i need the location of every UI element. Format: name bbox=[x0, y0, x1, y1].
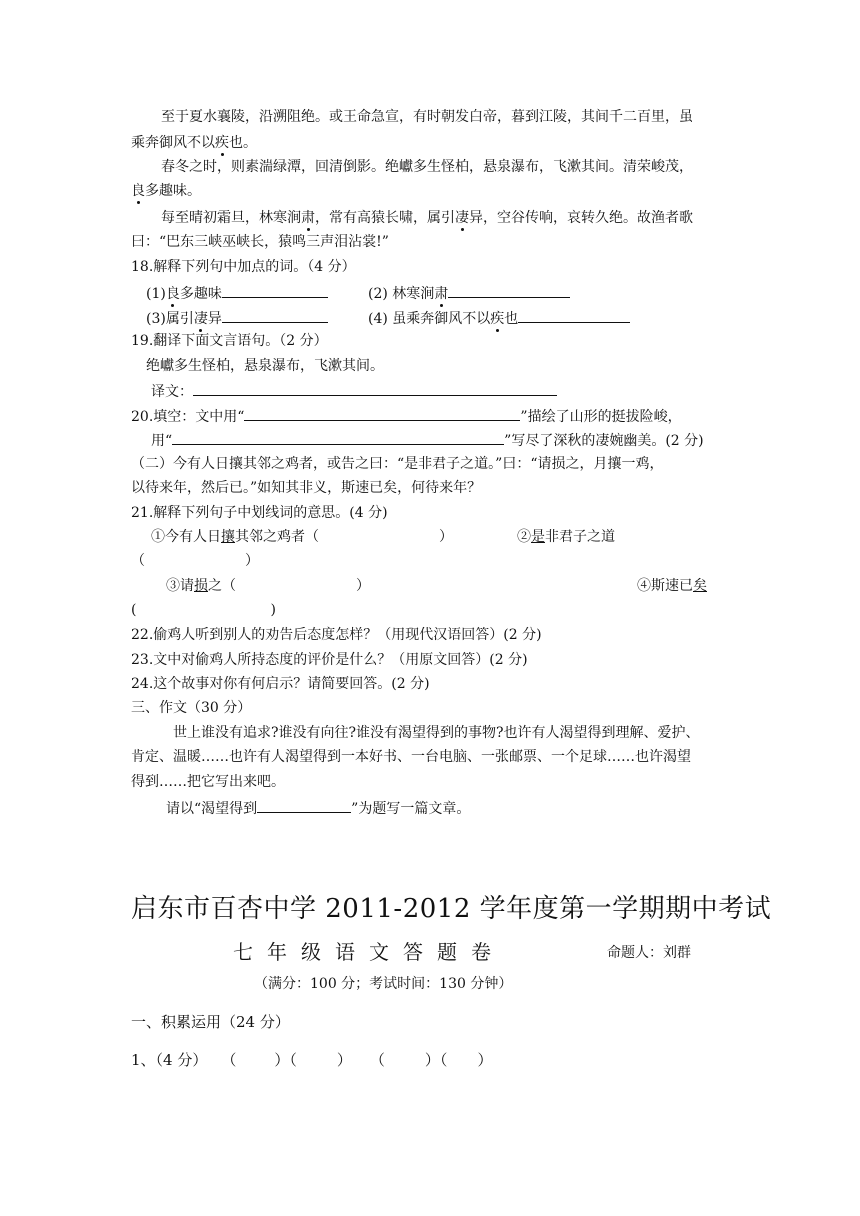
q21-stem: 21.解释下列句子中划线词的意思。(4 分) bbox=[131, 505, 388, 521]
answer-blank[interactable] bbox=[222, 308, 328, 323]
answer-blank[interactable] bbox=[193, 381, 557, 396]
answer-blank[interactable] bbox=[222, 283, 328, 298]
q21-item4: ④斯速已矣 bbox=[637, 578, 707, 594]
q21-item2-answer: （ ） bbox=[131, 553, 259, 569]
answer-sheet-author: 命题人：刘群 bbox=[607, 945, 691, 961]
q19-sentence: 绝巘多生怪柏，悬泉瀑布，飞漱其间。 bbox=[146, 358, 384, 374]
q19-answer-line: 译文： bbox=[151, 381, 557, 401]
dotted-char: 疾 bbox=[215, 135, 229, 151]
q20-line2: 用“ ”写尽了深秋的凄婉幽美。(2 分) bbox=[151, 430, 704, 450]
q19-stem: 19.翻译下面文言语句。（2 分） bbox=[131, 333, 328, 349]
answer-blank[interactable] bbox=[448, 283, 570, 298]
q21-item4-answer: ( ) bbox=[131, 602, 276, 618]
passage-p1-line1: 至于夏水襄陵，沿溯阻绝。或王命急宣，有时朝发白帝，暮到江陵，其间千二百里，虽 bbox=[161, 109, 693, 125]
passage-p2-line2: 良多趣味。 bbox=[131, 183, 201, 199]
dotted-char: 疾 bbox=[490, 311, 505, 327]
q1-answer-row: 1、（4 分） （ ）（ ） （ ）（ ） bbox=[131, 1051, 493, 1069]
answer-sheet-info: （满分：100 分；考试时间：130 分钟） bbox=[254, 976, 513, 992]
part2-line2: 以待来年，然后已。”如知其非义，斯速已矣，何待来年？ bbox=[131, 480, 482, 496]
underlined-char: 攘 bbox=[221, 529, 235, 545]
dotted-char: 良 bbox=[131, 183, 145, 199]
q18-item1: (1)良多趣味 bbox=[146, 283, 328, 303]
passage-p3-line2: 曰：“巴东三峡巫峡长，猿鸣三声泪沾裳!” bbox=[131, 234, 389, 250]
part2-line1: （二）今有人日攘其邻之鸡者，或告之曰：“是非君子之道。”曰：“请损之，月攘一鸡， bbox=[131, 456, 664, 472]
passage-p2-line1: 春冬之时，则素湍绿潭，回清倒影。绝巘多生怪柏，悬泉瀑布，飞漱其间。清荣峻茂， bbox=[161, 159, 693, 175]
underlined-char: 矣 bbox=[693, 578, 707, 594]
answer-blank[interactable] bbox=[257, 798, 351, 813]
answer-blank[interactable] bbox=[518, 308, 630, 323]
essay-line3: 得到……把它写出来吧。 bbox=[131, 774, 285, 790]
q21-item1: ①今有人日攘其邻之鸡者（ ） bbox=[151, 529, 453, 545]
dotted-char: 良 bbox=[165, 286, 180, 302]
essay-line2: 肯定、温暖……也许有人渴望得到一本好书、一台电脑、一张邮票、一个足球……也许渴望 bbox=[131, 749, 691, 765]
dotted-char: 肃 bbox=[434, 286, 449, 302]
dotted-char: 凄 bbox=[193, 311, 208, 327]
q18-stem: 18.解释下列句中加点的词。（4 分） bbox=[131, 259, 356, 275]
passage-p3-line1: 每至晴初霜旦，林寒涧肃，常有高猿长啸，属引凄异，空谷传响，哀转久绝。故渔者歌 bbox=[161, 210, 693, 226]
q23: 23.文中对偷鸡人所持态度的评价是什么？（用原文回答）(2 分) bbox=[131, 652, 528, 668]
q24: 24.这个故事对你有何启示？请简要回答。(2 分) bbox=[131, 676, 430, 692]
dotted-char: 凄 bbox=[455, 210, 469, 226]
q18-item2: (2) 林寒涧肃 bbox=[368, 283, 570, 303]
answer-sheet-title: 启东市百杏中学 2011-2012 学年度第一学期期中考试 bbox=[131, 894, 772, 924]
q20-line1: 20.填空：文中用“ ”描绘了山形的挺拔险峻， bbox=[131, 406, 682, 426]
q21-item2: ②是非君子之道 bbox=[517, 529, 615, 545]
answer-sheet-subtitle: 七年级语文答题卷 bbox=[233, 940, 505, 964]
underlined-char: 是 bbox=[531, 529, 545, 545]
q18-item3: (3)属引凄异 bbox=[146, 308, 328, 328]
dotted-char: 肃 bbox=[301, 210, 315, 226]
essay-heading: 三、作文（30 分） bbox=[131, 700, 252, 716]
q21-item3: ③请损之（ ） bbox=[166, 578, 370, 594]
passage-p1-line2: 乘奔御风不以疾也。 bbox=[131, 135, 257, 151]
answer-blank[interactable] bbox=[172, 430, 504, 445]
q22: 22.偷鸡人听到别人的劝告后态度怎样？（用现代汉语回答）(2 分) bbox=[131, 627, 542, 643]
underlined-char: 损 bbox=[194, 578, 208, 594]
answer-blank[interactable] bbox=[244, 406, 520, 421]
essay-line1: 世上谁没有追求?谁没有向往?谁没有渴望得到的事物?也许有人渴望得到理解、爱护、 bbox=[173, 725, 700, 741]
section1-heading: 一、积累运用（24 分） bbox=[131, 1013, 290, 1031]
q18-item4: (4) 虽乘奔御风不以疾也 bbox=[368, 308, 630, 328]
essay-prompt: 请以“渴望得到 ”为题写一篇文章。 bbox=[166, 798, 470, 818]
